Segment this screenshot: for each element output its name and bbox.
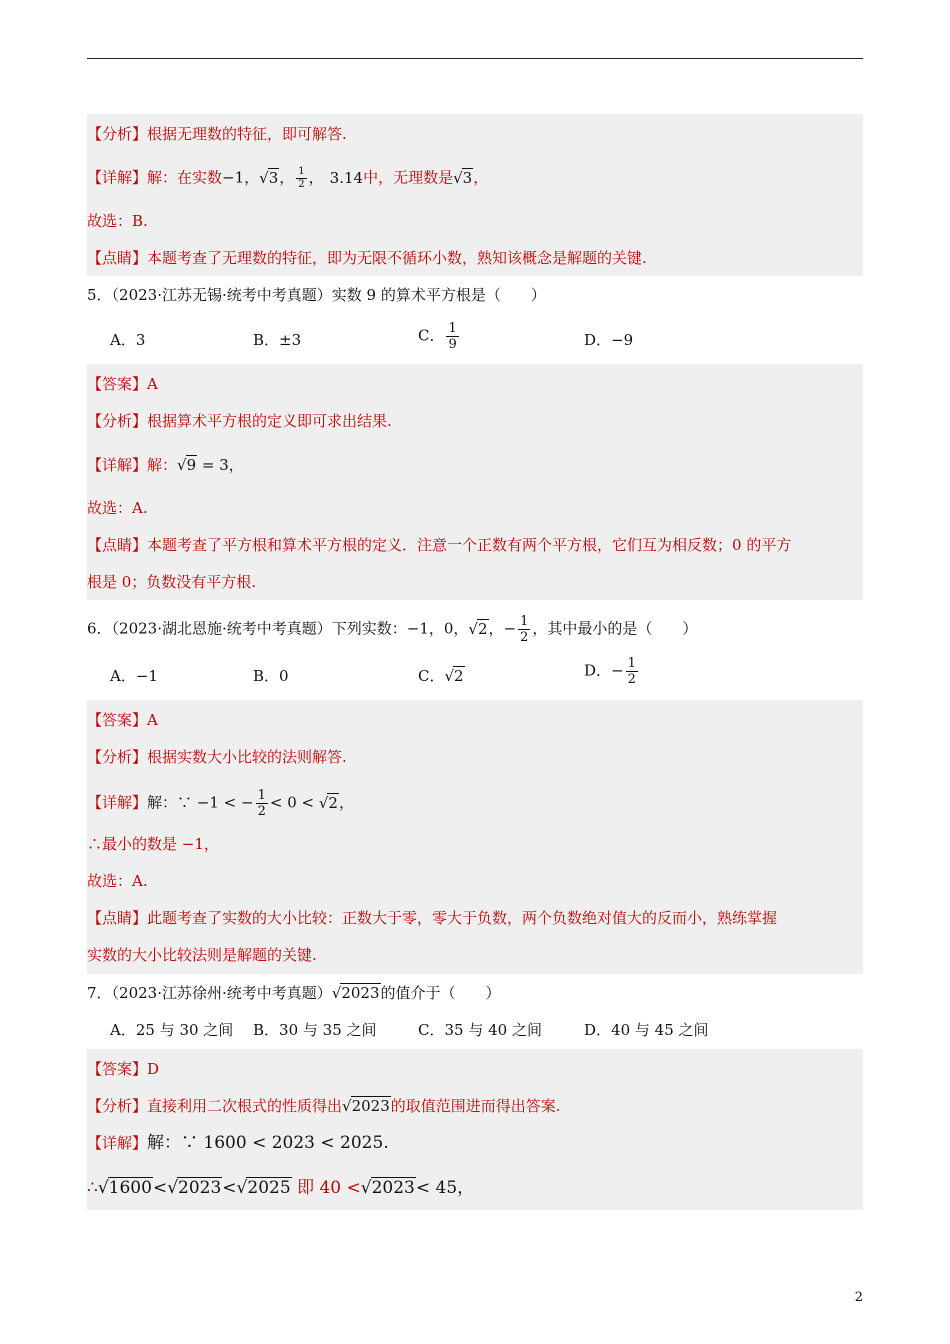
q5-detail [87, 455, 244, 475]
radicand: 2 [454, 667, 464, 685]
detail-text: 解：在实数 [147, 168, 223, 187]
numerator: 1 [520, 614, 529, 629]
numerator: 1 [257, 788, 266, 803]
q6-option-d [584, 657, 640, 686]
radicand: 2023 [371, 1178, 415, 1198]
detail-text: 解： [147, 456, 178, 474]
q6-comment-cont: 实数的大小比较法则是解题的关键. [87, 946, 317, 964]
stem-text: 的值介于（ ） [380, 984, 501, 1002]
comment-text: 此题考查了实数的大小比较：正数大于零，零大于负数，两个负数绝对值大的反而小，熟练掌握 [147, 909, 778, 927]
detail-value: −1， [222, 168, 260, 187]
analysis-label: 【分析】 [87, 125, 148, 143]
fraction [446, 322, 458, 351]
radicand: 2 [328, 793, 338, 812]
sqrt-expression: √3 [259, 168, 279, 187]
conclusion-text: < 45， [415, 1178, 475, 1198]
stem-text: 7．（2023·江苏徐州·统考中考真题） [87, 984, 332, 1002]
separator: ， [338, 793, 354, 812]
answer-value: A [147, 375, 158, 393]
q6-option-c [418, 666, 465, 686]
q5-option-a: A．3 [110, 331, 146, 349]
answer-value: D [147, 1060, 160, 1078]
fraction [626, 657, 638, 686]
denominator: 2 [627, 672, 636, 687]
q4-analysis [87, 124, 347, 144]
stem-text: 6．（2023·湖北恩施·统考中考真题）下列实数：−1，0， [87, 619, 469, 638]
q7-option-a: A．25 与 30 之间 [110, 1021, 234, 1039]
q6-answer [87, 710, 158, 730]
q6-detail [87, 789, 354, 818]
comment-text: 本题考查了平方根和算术平方根的定义．注意一个正数有两个平方根，它们互为相反数；0 的平方 [147, 536, 792, 554]
radicand: 2023 [351, 1097, 390, 1115]
sqrt-expression: √2 [318, 793, 338, 812]
q5-solution-block [87, 364, 863, 600]
q7-option-b: B．30 与 35 之间 [253, 1021, 377, 1039]
q4-choice: 故选：B. [87, 212, 148, 230]
answer-label: 【答案】 [87, 711, 148, 729]
detail-text: 解：∵ −1 < − [147, 793, 254, 812]
sqrt-expression: √2023 [342, 1097, 390, 1115]
radicand: 9 [186, 456, 197, 474]
detail-label: 【详解】 [87, 793, 148, 812]
operator: < [152, 1178, 168, 1198]
analysis-label: 【分析】 [87, 748, 148, 766]
analysis-text: 根据算术平方根的定义即可求出结果. [147, 412, 392, 430]
analysis-label: 【分析】 [87, 412, 148, 430]
separator: ， [308, 168, 324, 187]
separator: ， [473, 168, 489, 187]
detail-text: 中，无理数是 [363, 168, 454, 187]
detail-label: 【详解】 [87, 168, 148, 187]
comment-label: 【点睛】 [87, 536, 148, 554]
numerator: 1 [627, 656, 636, 671]
q6-option-b: B．0 [253, 667, 289, 685]
q5-option-b: B．±3 [253, 331, 302, 349]
q5-option-d: D．−9 [584, 331, 634, 349]
comment-label: 【点睛】 [87, 909, 148, 927]
sqrt-expression: √2023 [360, 1178, 415, 1198]
analysis-text: 根据无理数的特征，即可解答. [147, 125, 347, 143]
radicand: 2023 [341, 984, 380, 1002]
q5-answer [87, 374, 158, 394]
q7-analysis [87, 1096, 561, 1116]
operator: < [222, 1178, 237, 1198]
sqrt-expression: √2025 [236, 1178, 291, 1198]
analysis-text: 直接利用二次根式的性质得出 [147, 1097, 343, 1115]
q7-answer [87, 1059, 159, 1079]
denominator: 2 [257, 804, 266, 819]
denominator: 9 [448, 337, 457, 352]
q5-analysis [87, 411, 392, 431]
numerator: 1 [448, 321, 457, 336]
radicand: 1600 [108, 1178, 152, 1198]
q4-detail [87, 167, 488, 190]
analysis-text: 根据实数大小比较的法则解答. [147, 748, 347, 766]
option-label: D．− [584, 661, 624, 680]
therefore-symbol: ∴ [87, 1178, 98, 1198]
detail-value: = 3， [201, 456, 244, 474]
q5-comment [87, 535, 791, 555]
comment-label: 【点睛】 [87, 249, 148, 267]
answer-label: 【答案】 [87, 375, 148, 393]
q7-stem [87, 983, 501, 1003]
radicand: 2 [477, 619, 488, 638]
numerator: 1 [298, 166, 305, 177]
q6-analysis [87, 747, 347, 767]
radicand: 2025 [247, 1178, 291, 1198]
radicand: 3 [462, 168, 473, 187]
sqrt-expression: √2 [444, 667, 464, 685]
separator: ， [279, 168, 295, 187]
conclusion-text: 即 40 < [297, 1178, 361, 1198]
page-number: 2 [854, 1290, 863, 1305]
detail-text: < 0 < [269, 793, 315, 812]
denominator: 2 [520, 630, 529, 645]
q6-choice: 故选：A. [87, 872, 148, 890]
option-label: C． [418, 326, 445, 345]
q6-option-a: A．−1 [110, 667, 158, 685]
fraction [518, 615, 530, 644]
q7-option-d: D．40 与 45 之间 [584, 1021, 709, 1039]
sqrt-expression: √2023 [331, 984, 380, 1002]
q6-stem [87, 615, 697, 644]
radicand: 3 [268, 168, 279, 187]
stem-text: ，其中最小的是（ ） [532, 619, 698, 638]
sqrt-expression: √2023 [167, 1178, 222, 1198]
detail-label: 【详解】 [87, 456, 148, 474]
option-label: C． [418, 667, 445, 685]
fraction [296, 167, 306, 190]
comment-text: 本题考查了无理数的特征，即为无限不循环小数，熟知该概念是解题的关键. [147, 249, 647, 267]
sqrt-expression: √3 [453, 168, 473, 187]
sqrt-expression: √2 [468, 619, 488, 638]
detail-label: 【详解】 [87, 1134, 148, 1152]
answer-value: A [147, 711, 158, 729]
sqrt-expression: √1600 [97, 1178, 152, 1198]
q5-stem: 5．（2023·江苏无锡·统考中考真题）实数 9 的算术平方根是（ ） [87, 286, 546, 304]
sqrt-expression: √9 [177, 456, 197, 474]
radicand: 2023 [178, 1178, 222, 1198]
analysis-text: 的取值范围进而得出答案. [390, 1097, 561, 1115]
header-rule [87, 58, 863, 59]
answer-label: 【答案】 [87, 1060, 148, 1078]
q5-choice: 故选：A. [87, 499, 148, 517]
q5-option-c [418, 322, 461, 351]
q7-detail [87, 1133, 389, 1153]
detail-value: 3.14 [329, 168, 364, 187]
q7-conclusion [87, 1178, 474, 1198]
q6-comment [87, 908, 777, 928]
analysis-label: 【分析】 [87, 1097, 148, 1115]
detail-text: 解：∵ 1600 < 2023 < 2025. [147, 1133, 389, 1153]
q4-comment [87, 248, 647, 268]
q7-option-c: C．35 与 40 之间 [418, 1021, 542, 1039]
q5-comment-cont: 根是 0；负数没有平方根. [87, 573, 257, 591]
stem-text: ，− [488, 619, 517, 638]
denominator: 2 [298, 179, 305, 190]
q6-conclusion: ∴最小的数是 −1， [87, 835, 219, 853]
fraction [256, 789, 268, 818]
